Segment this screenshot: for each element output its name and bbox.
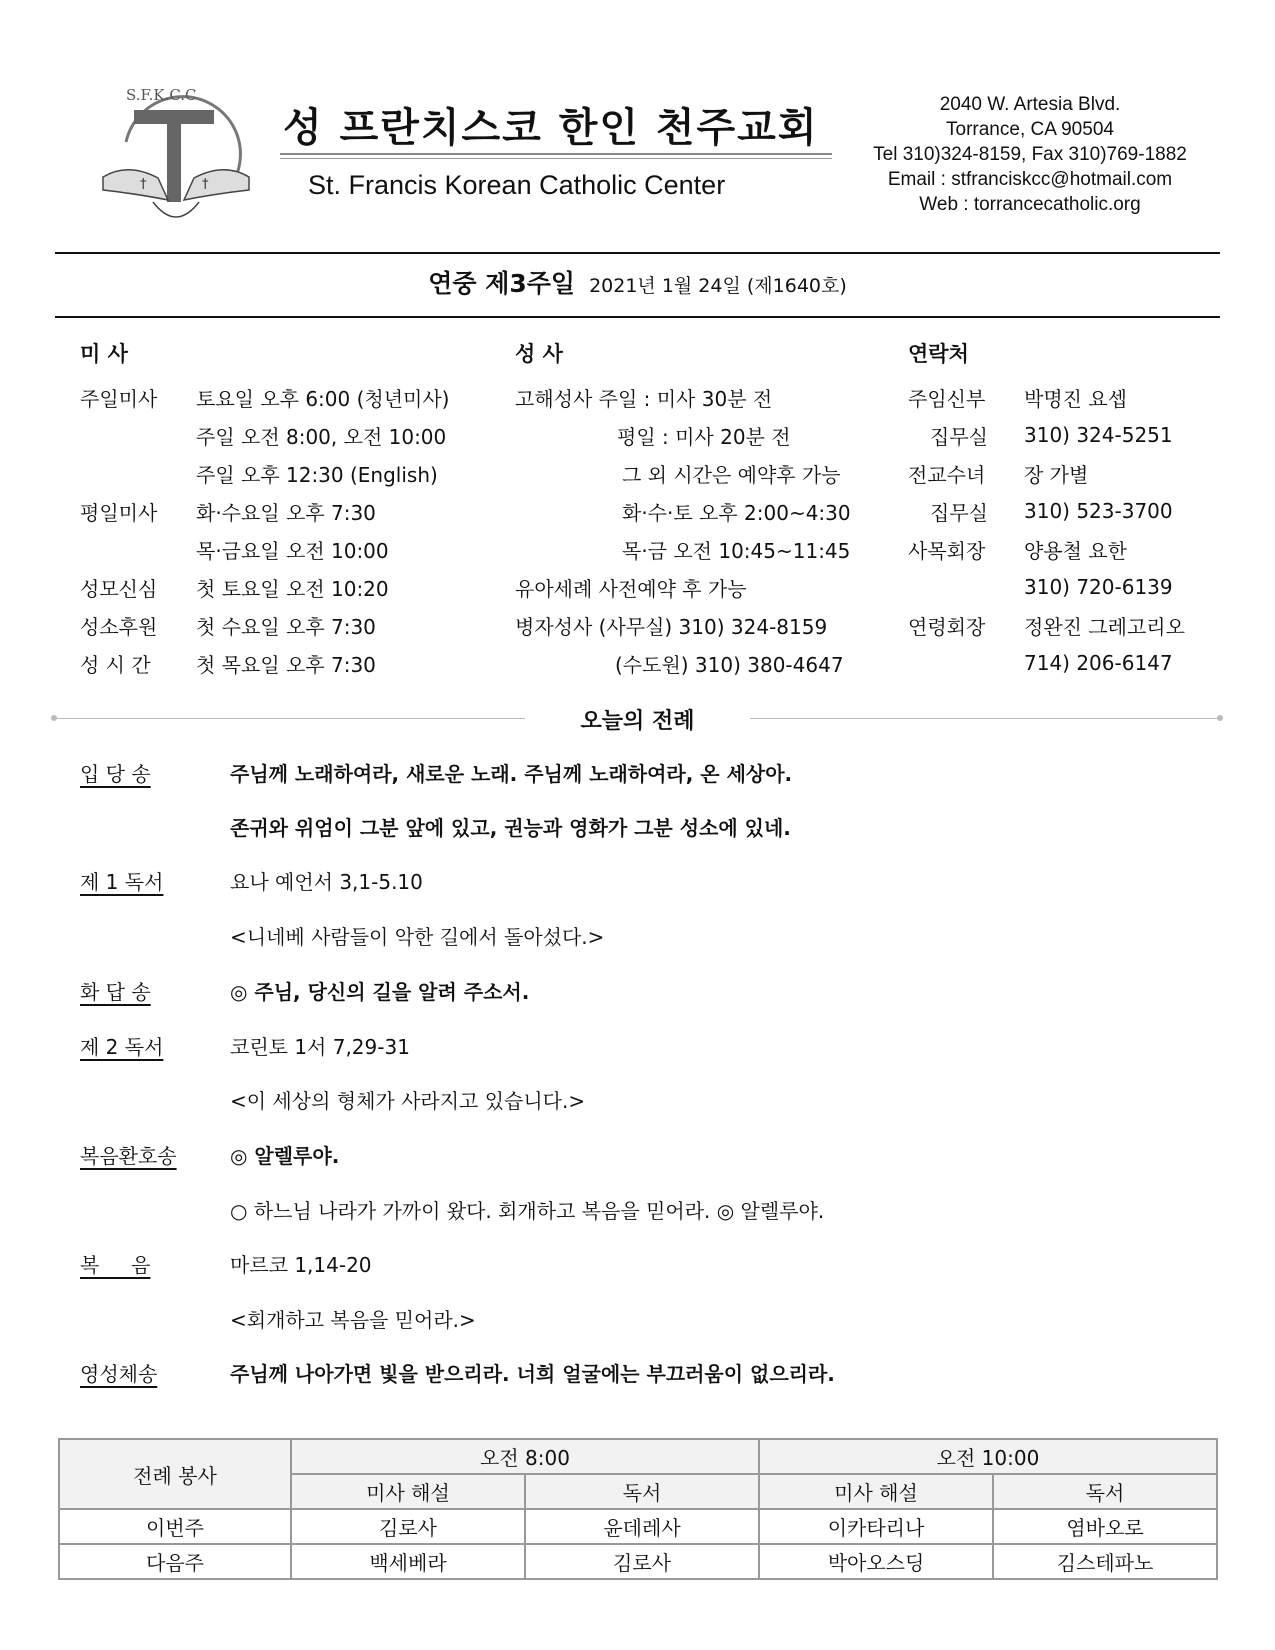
time-header: 오전 10:00 [759,1439,1217,1474]
table-header-row [59,1439,1217,1474]
row-label: 성소후원 [80,614,158,639]
schedule-row [515,416,851,454]
schedule-row [515,606,851,644]
liturgy-row [80,860,423,900]
title-divider [280,153,832,155]
name-cell: 이카타리나 [759,1509,993,1544]
schedule-row [80,416,449,454]
row-label: 전교수녀 [908,462,986,487]
row-label: 연령회장 [908,614,986,639]
title-divider [280,158,832,159]
contact-row [908,644,1185,682]
row-text: 유아세례 사전예약 후 가능 [515,576,747,601]
row-label: 주임신부 [908,386,986,411]
row-label: 성 시 간 [80,652,151,677]
liturgy-text: 주님께 나아가면 빛을 받으리라. 너희 얼굴에는 부끄러움이 없으리라. [230,1361,835,1386]
church-name-english: St. Francis Korean Catholic Center [308,170,726,200]
name-cell: 김스테파노 [993,1544,1217,1579]
liturgy-row [80,970,530,1010]
row-text: 목·금요일 오전 10:00 [196,538,389,563]
liturgy-row [80,1352,835,1392]
row-text: 정완진 그레고리오 [1024,614,1185,639]
row-text: 첫 수요일 오후 7:30 [196,614,376,639]
row-text: 그 외 시간은 예약후 가능 [622,462,841,487]
week-cell: 다음주 [59,1544,291,1579]
row-text: 장 가별 [1024,462,1089,487]
schedule-row [80,378,449,416]
table-corner: 전례 봉사 [59,1439,291,1509]
city-line: Torrance, CA 90504 [946,119,1114,140]
row-text: 주일 오전 8:00, 오전 10:00 [196,424,447,449]
schedule-row [80,530,449,568]
contact-row [908,530,1185,568]
role-header: 미사 해설 [759,1474,993,1509]
schedule-row [80,454,449,492]
schedule-row [80,568,449,606]
schedule-row [80,492,449,530]
liturgy-row [80,1243,372,1283]
schedule-row [515,378,851,416]
liturgy-row [80,915,605,955]
sacraments-schedule [515,338,851,682]
schedule-row [80,644,449,682]
schedule-row [515,530,851,568]
schedule-row [515,454,851,492]
row-label: 주일미사 [80,386,158,411]
liturgy-label: 복음환호송 [80,1143,177,1168]
liturgy-row [80,806,791,846]
contact-row [908,606,1185,644]
schedule-row [515,492,851,530]
name-cell: 김로사 [291,1509,525,1544]
liturgy-row [80,1025,410,1065]
name-cell: 윤데레사 [525,1509,759,1544]
row-text: 310) 324-5251 [1024,423,1173,447]
liturgy-label: 영성체송 [80,1361,158,1386]
contact-row [908,568,1185,606]
contact-row [908,378,1185,416]
liturgy-text: 마르코 1,14-20 [230,1252,372,1277]
edition-line [55,264,1220,300]
svg-text:†: † [202,177,209,192]
liturgy-text: <이 세상의 형체가 사라지고 있습니다.> [230,1088,586,1113]
name-cell: 박아오스딩 [759,1544,993,1579]
row-text: 병자성사 (사무실) 310) 324-8159 [515,614,828,639]
role-header: 독서 [525,1474,759,1509]
liturgy-label: 제 1 독서 [80,869,164,894]
row-label: 사목회장 [908,538,986,563]
schedule-row [515,644,851,682]
schedule-row [80,606,449,644]
week-title: 연중 제3주일 [428,269,576,298]
row-text: 목·금 오전 10:45~11:45 [622,538,851,563]
contact-row [908,454,1185,492]
liturgy-text: 코린토 1서 7,29-31 [230,1034,410,1059]
liturgy-divider [750,718,1220,719]
liturgy-text: ◎ 주님, 당신의 길을 알려 주소서. [230,979,530,1004]
mass-heading: 미 사 [80,342,128,366]
liturgy-text: 요나 예언서 3,1-5.10 [230,869,423,894]
svg-text:†: † [140,177,147,192]
row-label: 집무실 [930,424,988,449]
liturgy-label: 제 2 독서 [80,1034,164,1059]
contact-row [908,492,1185,530]
row-text: 310) 523-3700 [1024,499,1173,523]
liturgy-row [80,1189,825,1229]
row-text: 첫 목요일 오후 7:30 [196,652,376,677]
contact-info [860,92,1200,217]
contacts-list [908,338,1185,682]
time-header: 오전 8:00 [291,1439,759,1474]
address-line: 2040 W. Artesia Blvd. [939,94,1121,115]
table-row [59,1544,1217,1579]
edition-date: 2021년 1월 24일 (제1640호) [589,275,847,297]
liturgy-text: 주님께 노래하여라, 새로운 노래. 주님께 노래하여라, 온 세상아. [230,761,793,786]
row-text: 화·수·토 오후 2:00~4:30 [622,500,851,525]
liturgy-row [80,752,793,792]
liturgy-label: 화 답 송 [80,979,151,1004]
mass-schedule [80,338,449,682]
row-text: 714) 206-6147 [1024,651,1173,675]
row-text: 토요일 오후 6:00 (청년미사) [196,386,450,411]
role-header: 미사 해설 [291,1474,525,1509]
email-line[interactable]: Email : stfranciskcc@hotmail.com [887,169,1173,190]
schedule-row [515,568,851,606]
website-line[interactable]: Web : torrancecatholic.org [919,194,1141,215]
divider-dot [1217,715,1223,721]
row-text: 첫 토요일 오전 10:20 [196,576,389,601]
row-text: 310) 720-6139 [1024,575,1173,599]
row-text: 고해성사 주일 : 미사 30분 전 [515,386,773,411]
row-label: 성모신심 [80,576,158,601]
church-logo [98,82,254,232]
liturgy-label: 복 음 [80,1252,151,1277]
liturgy-divider [55,718,525,719]
row-text: 주일 오후 12:30 (English) [196,462,438,487]
header-rule [55,252,1220,254]
row-text: 박명진 요셉 [1024,386,1127,411]
church-name-korean: 성 프란치스코 한인 천주교회 [283,105,819,151]
sacraments-heading: 성 사 [515,342,563,366]
row-label: 집무실 [930,500,988,525]
name-cell: 김로사 [525,1544,759,1579]
liturgy-text: 존귀와 위엄이 그분 앞에 있고, 권능과 영화가 그분 성소에 있네. [230,815,791,840]
phone-fax-line: Tel 310)324-8159, Fax 310)769-1882 [873,144,1187,165]
liturgy-row [80,1079,586,1119]
row-text: (수도원) 310) 380-4647 [615,652,844,677]
header-rule [55,316,1220,318]
row-text: 평일 : 미사 20분 전 [617,424,791,449]
row-label: 평일미사 [80,500,158,525]
logo-initials: S.F.K.C.C [126,86,197,104]
name-cell: 염바오로 [993,1509,1217,1544]
contacts-heading: 연락처 [908,342,969,366]
liturgy-row [80,1298,476,1338]
week-cell: 이번주 [59,1509,291,1544]
liturgy-row [80,1134,340,1174]
role-header: 독서 [993,1474,1217,1509]
row-text: 양용철 요한 [1024,538,1127,563]
liturgy-heading: 오늘의 전례 [580,709,695,734]
liturgy-text: ○ 하느님 나라가 가까이 왔다. 회개하고 복음을 믿어라. ◎ 알렐루야. [230,1198,825,1223]
liturgy-text: ◎ 알렐루야. [230,1143,340,1168]
row-text: 화·수요일 오후 7:30 [196,500,376,525]
liturgy-text: <회개하고 복음을 믿어라.> [230,1307,476,1332]
table-row [59,1509,1217,1544]
contact-row [908,416,1185,454]
liturgy-text: <니네베 사람들이 악한 길에서 돌아섰다.> [230,924,605,949]
name-cell: 백세베라 [291,1544,525,1579]
liturgy-label: 입 당 송 [80,761,151,786]
ministry-table [58,1438,1218,1580]
